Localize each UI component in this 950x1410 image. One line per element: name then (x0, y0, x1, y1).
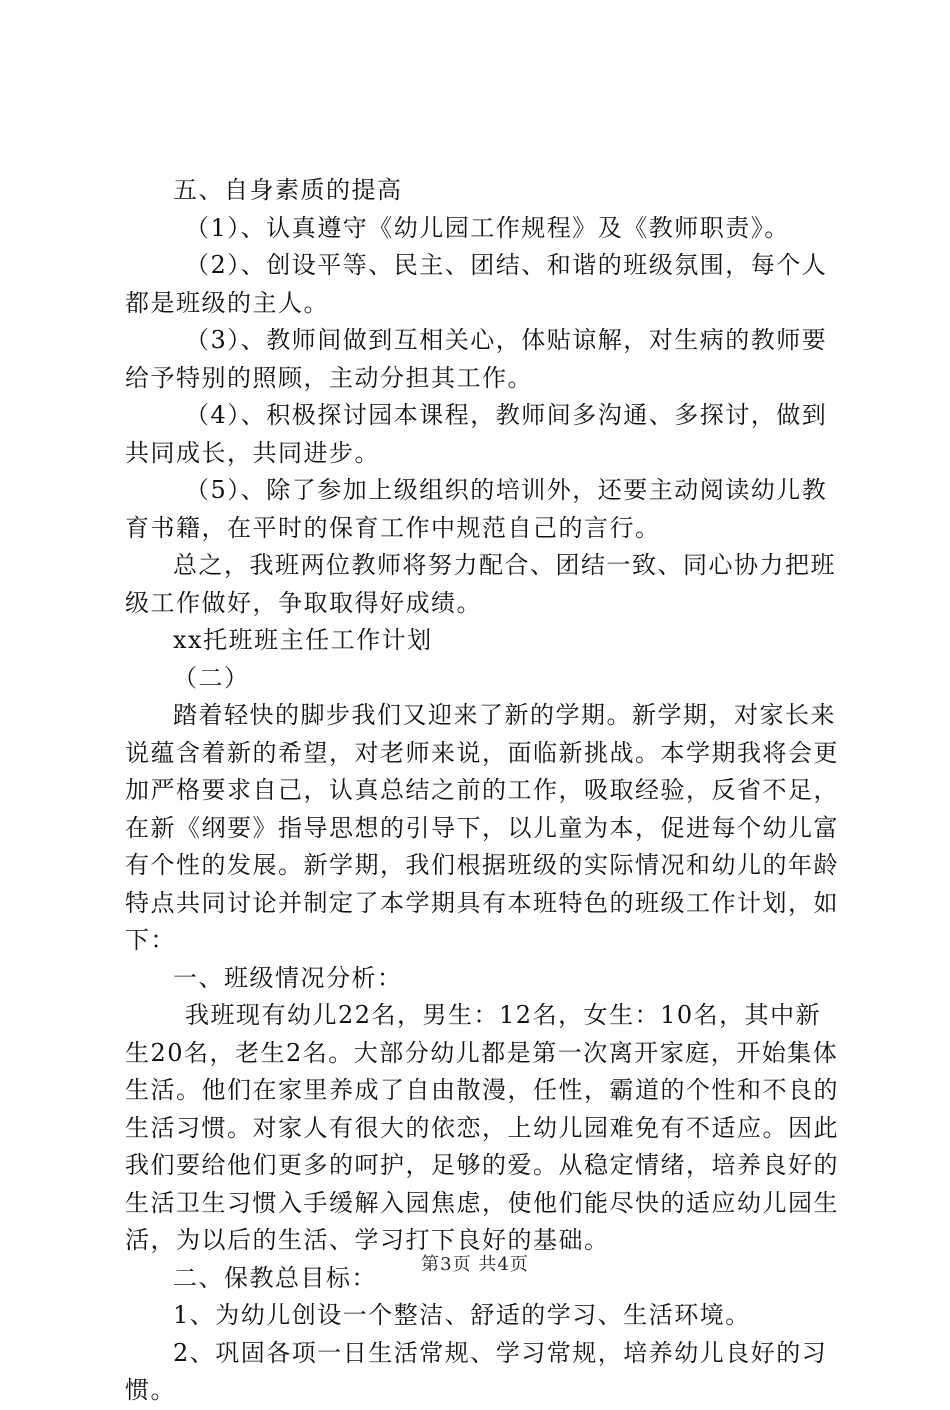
plan-title: xx托班班主任工作计划 (173, 626, 433, 654)
list-item-3: （3）、教师间做到互相关心，体贴谅解，对生病的教师要给予特别的照顾，主动分担其工作。 (125, 326, 828, 392)
list-item-2: （2）、创设平等、民主、团结、和谐的班级氛围，每个人都是班级的主人。 (125, 251, 828, 317)
list-item-5: （5）、除了参加上级组织的培训外，还要主动阅读幼儿教育书籍，在平时的保育工作中规范自己的言行。 (125, 476, 828, 542)
intro-paragraph: 踏着轻快的脚步我们又迎来了新的学期。新学期，对家长来说蕴含着新的希望，对老师来说，面临新挑战。本学期我将会更加严格要求自己，认真总结之前的工作，吸取经验，反省不足，在新《纲要》指导思想的引导下，以儿童为本，促进每个幼儿富有个性的发展。新学期，我们根据班级的实际情况和幼儿的年龄特点共同讨论并制定了本学期具有本班特色的班级工作计划，如下： (125, 701, 839, 954)
goal-item-1: 1、为幼儿创设一个整洁、舒适的学习、生活环境。 (173, 1301, 751, 1329)
section-heading-goals: 二、保教总目标： (173, 1263, 377, 1292)
list-item-1: （1）、认真遵守《幼儿园工作规程》及《教师职责》。 (185, 213, 790, 242)
document-body (125, 172, 845, 1410)
section-heading-self-improvement: 五、自身素质的提高 (173, 176, 403, 204)
list-item-4: （4）、积极探讨园本课程，教师间多沟通、多探讨，做到共同成长，共同进步。 (125, 401, 828, 467)
summary-paragraph: 总之，我班两位教师将努力配合、团结一致、同心协力把班级工作做好，争取取得好成绩。 (125, 551, 836, 617)
goal-item-2: 2、巩固各项一日生活常规、学习常规，培养幼儿良好的习惯。 (125, 1338, 828, 1404)
plan-subtitle: （二） (173, 663, 250, 692)
page-footer: 第3页 共4页 (421, 1254, 529, 1275)
section-heading-class-analysis: 一、班级情况分析： (173, 963, 403, 992)
class-analysis-paragraph: 我班现有幼儿22名，男生：12名，女生：10名，其中新生20名，老生2名。大部分幼儿都是第一次离开家庭，开始集体生活。他们在家里养成了自由散漫，任性，霸道的个性和不良的生活习惯。对家人有很大的依恋，上幼儿园难免有不适应。因此我们要给他们更多的呵护，足够的爱。从稳定情绪，培养良好的生活卫生习惯入手缓解入园焦虑，使他们能尽快的适应幼儿园生活，为以后的生活、学习打下良好的基础。 (125, 1001, 839, 1254)
